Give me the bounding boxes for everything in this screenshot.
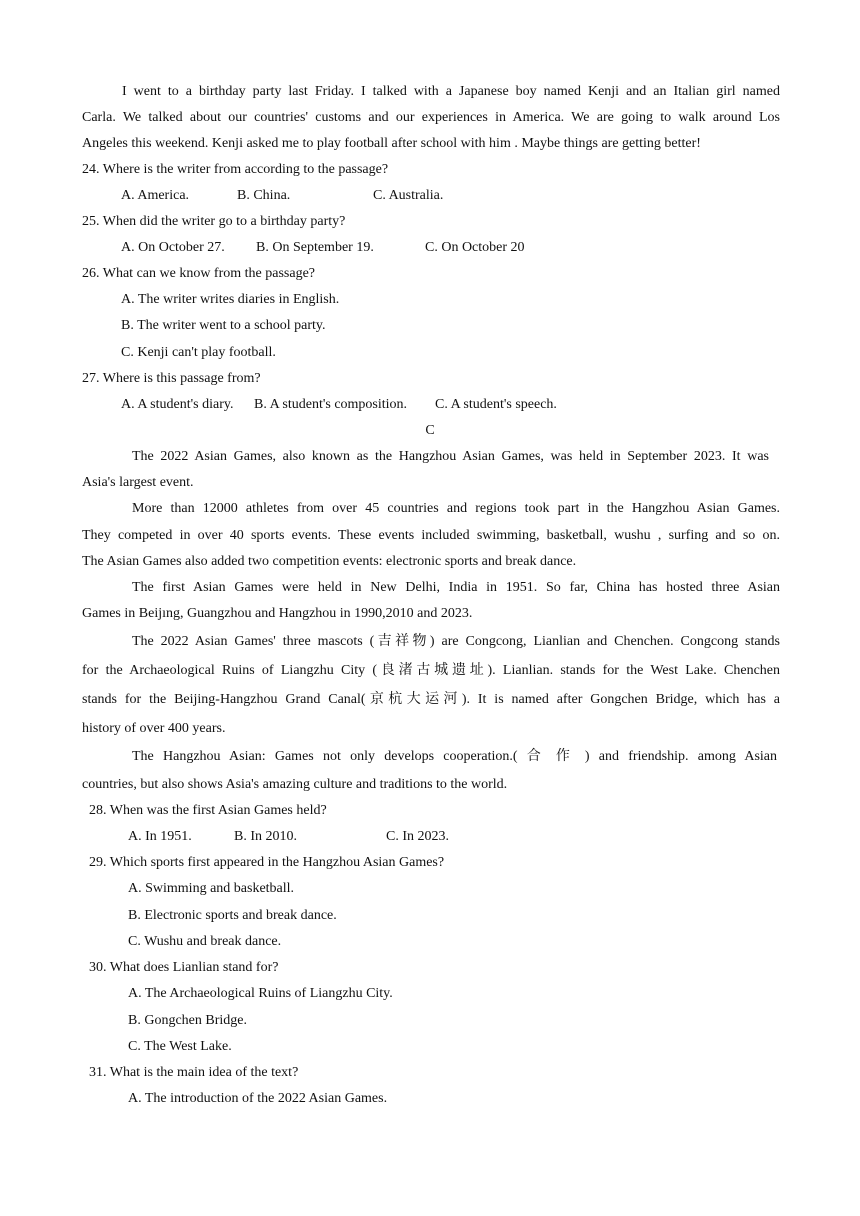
passage-line: history of over 400 years. [82, 721, 226, 736]
option-c: C. In 2023. [386, 829, 449, 844]
option-b: B. A student's composition. [254, 397, 408, 412]
option-b: B. In 2010. [234, 829, 297, 844]
passage-line: countries, but also shows Asia's amazing culture and traditions to the world. [82, 777, 508, 792]
option-a: A. A student's diary. [121, 397, 234, 412]
question-stem: 26. What can we know from the passage? [82, 266, 315, 281]
option-c: C. Australia. [373, 188, 444, 203]
passage-line: More than 12000 athletes from over 45 countries and regions took part in the Hangzhou Asian Games. [132, 501, 780, 516]
option-c: C. Wushu and break dance. [128, 934, 282, 949]
question-stem: 30. What does Lianlian stand for? [89, 960, 279, 975]
passage-line: Angeles this weekend. Kenji asked me to play football after school with him . Maybe things are getting better! [82, 136, 701, 151]
option-a: A. The introduction of the 2022 Asian Games. [128, 1091, 388, 1106]
section-heading: C [425, 423, 435, 438]
option-b: B. The writer went to a school party. [121, 318, 326, 333]
option-b: B. Electronic sports and break dance. [128, 908, 337, 923]
passage-line: The first Asian Games were held in New Delhi, India in 1951. So far, China has hosted three Asian [132, 580, 780, 595]
option-b: B. Gongchen Bridge. [128, 1013, 247, 1028]
passage-line: I went to a birthday party last Friday. I talked with a Japanese boy named Kenji and an Italian girl named [122, 84, 780, 99]
passage-line: Asia's largest event. [82, 475, 194, 490]
passage-line: The 2022 Asian Games, also known as the Hangzhou Asian Games, was held in September 2023. It was [132, 449, 769, 464]
question-stem: 27. Where is this passage from? [82, 371, 261, 386]
option-c: C. Kenji can't play football. [121, 345, 276, 360]
option-c: C. On October 20 [425, 240, 525, 255]
option-a: A. America. [121, 188, 190, 203]
passage-line: The Hangzhou Asian: Games not only develops cooperation.( 合 作 ) and friendship. among Asian [132, 749, 777, 764]
option-a: A. The Archaeological Ruins of Liangzhu City. [128, 986, 393, 1001]
passage-line: They competed in over 40 sports events. These events included swimming, basketball, wushu , surfing and so on. [82, 528, 780, 543]
passage-line: Carla. We talked about our countries' customs and our experiences in America. We are going to walk around Los [82, 110, 780, 125]
question-stem: 24. Where is the writer from according to the passage? [82, 162, 389, 177]
option-c: C. The West Lake. [128, 1039, 232, 1054]
question-stem: 31. What is the main idea of the text? [89, 1065, 299, 1080]
option-a: A. The writer writes diaries in English. [121, 292, 340, 307]
option-b: B. China. [237, 188, 291, 203]
option-a: A. On October 27. [121, 240, 225, 255]
passage-line: for the Archaeological Ruins of Liangzhu City (良渚古城遗址). Lianlian. stands for the West Lake. Chenchen [82, 663, 780, 678]
option-a: A. Swimming and basketball. [128, 881, 295, 896]
option-c: C. A student's speech. [435, 397, 557, 412]
passage-line: The 2022 Asian Games' three mascots (吉祥物) are Congcong, Lianlian and Chenchen. Congcong stands [132, 634, 780, 649]
question-stem: 25. When did the writer go to a birthday party? [82, 214, 346, 229]
passage-line: Games in Beijıng, Guangzhou and Hangzhou in 1990,2010 and 2023. [82, 606, 473, 621]
question-stem: 29. Which sports first appeared in the Hangzhou Asian Games? [89, 855, 445, 870]
passage-line: stands for the Beijing-Hangzhou Grand Canal(京杭大运河). It is named after Gongchen Bridge, which has a [82, 692, 780, 707]
question-stem: 28. When was the first Asian Games held? [89, 803, 327, 818]
option-b: B. On September 19. [256, 240, 374, 255]
passage-line: The Asian Games also added two competition events: electronic sports and break dance. [82, 554, 577, 569]
option-a: A. In 1951. [128, 829, 192, 844]
